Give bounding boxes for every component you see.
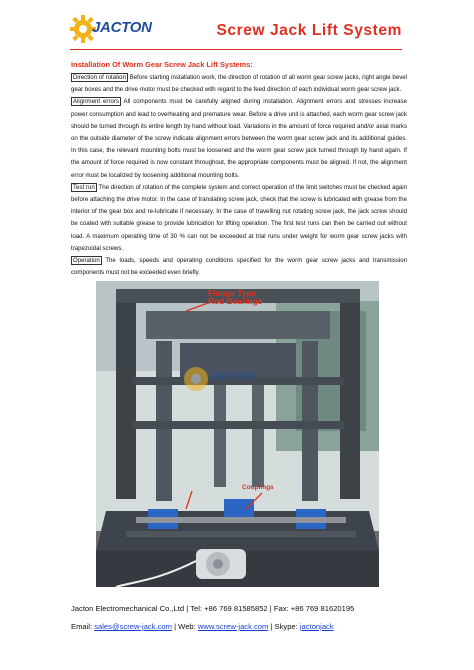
tag-operation: Operation [73, 257, 100, 265]
footer-links [71, 622, 411, 631]
jacton-logo [70, 12, 160, 46]
label-flange-line1: Flange Type [208, 288, 257, 298]
document-body [71, 59, 407, 279]
logo-text: JACTON [92, 19, 152, 36]
lift-system-illustration [96, 281, 379, 587]
paragraph-alignment-errors [71, 96, 407, 181]
paragraph-test-run [71, 182, 407, 255]
label-couplings: Couplings [242, 484, 274, 491]
header-title: Screw Jack Lift System [216, 22, 402, 39]
web-label: | Web: [171, 622, 198, 631]
photo-watermark: JACTON [210, 371, 256, 383]
paragraph-direction-of-rotation [71, 72, 407, 96]
tag-direction-of-rotation: Direction of rotation [73, 74, 126, 81]
paragraph-text: Before starting installation work, the direction of rotation of all worm gear screw jacks, right angle bevel gear boxes and the drive motor must be checked with regard to the feed direction of each individual worm gear screw jack. [71, 74, 407, 94]
skype-link[interactable]: jactonjack [299, 622, 334, 631]
paragraph-operation [71, 255, 407, 279]
footer-contact: Jacton Electromechanical Co.,Ltd | Tel: +86 769 81585852 | Fax: +86 769 81620195 [71, 604, 355, 613]
tag-test-run: Test run [73, 183, 95, 191]
label-flange-type [208, 289, 262, 306]
email-link[interactable]: sales@screw-jack.com [94, 622, 172, 631]
section-title: Installation Of Worm Gear Screw Jack Lift Systems: [71, 60, 253, 69]
tag-alignment-errors: Alignment errors [73, 98, 119, 106]
paragraph-text: All components must be carefully aligned during installation. Alignment errors and stresses increase power consumption and lead to overheating and premature wear. Before a drive unit is attached, each worm gear screw jack should be turned through its entire length by hand without load. Variations in the amount of force required and/or axial marks on the outside diameter of the screw indicate alignment errors between the worm gear screw jack and its additional guides. In this case, the relevant mounting bolts must be loosened and the worm gear screw jack turned through by hand again. If the amount of force required is now constant throughout, the appropriate components must be aligned. If not, the alignment error must be localized by loosening additional mounting bolts. [71, 98, 407, 179]
email-label: Email: [71, 622, 95, 631]
label-flange-line2: Rod Bearings [208, 296, 263, 307]
header-divider [70, 49, 402, 50]
skype-label: | Skype: [268, 622, 300, 631]
paragraph-text: The direction of rotation of the complete system and correct operation of the limit switches must be checked again before attaching the drive motor. In the case of translating screw jack, check that the screw is lubricated with grease from the interior of the gear box and re-lubricate if necessary. In the case of travelling nut rotating screw jack, the jack screw should be coated with suitable grease to provide lubrication for lifting operation. The first test runs can then be carried out without load. A maximum operating time of 30 % can not be exceeded at trial runs under weight for worm gear screw jacks with trapezoidal screws. [71, 183, 407, 252]
web-link[interactable]: www.screw-jack.com [197, 622, 269, 631]
lift-system-photo [96, 281, 379, 587]
paragraph-text: The loads, speeds and operating conditions specified for the worm gear screw jacks and transmission components must not be exceeded even briefly. [71, 257, 407, 277]
